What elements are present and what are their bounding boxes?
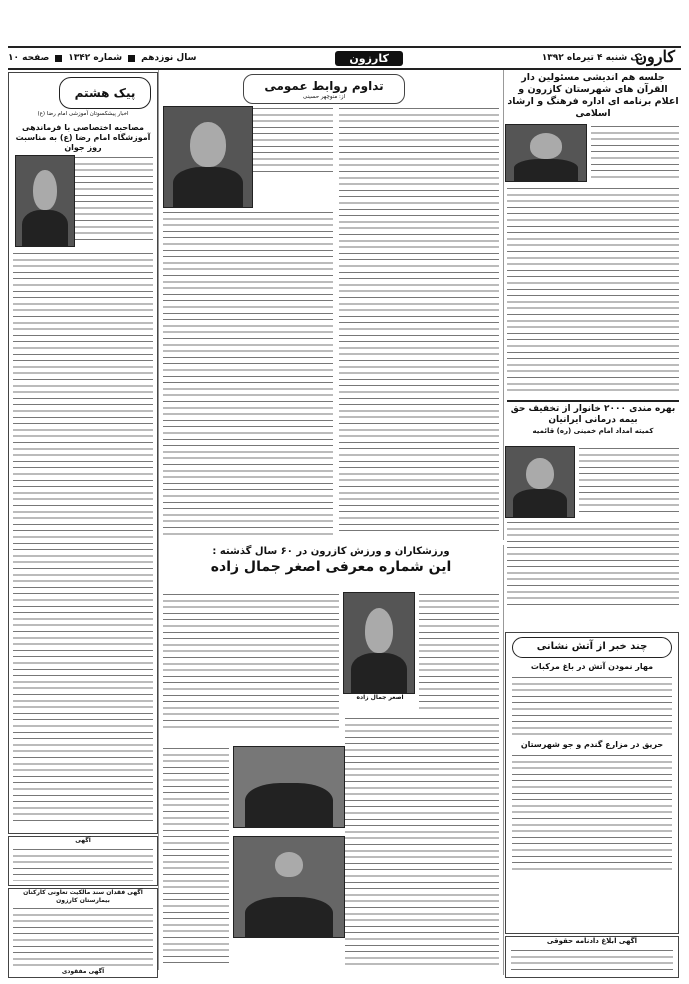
column-rule <box>503 70 504 540</box>
player-caption: اصغر جمال زاده <box>356 694 404 701</box>
square-bullet-icon <box>128 55 135 62</box>
sports-article <box>163 546 499 976</box>
footer-label: آگهی مفقودی <box>61 968 105 975</box>
insurance-headline: بهره مندی ۲۰۰۰ خانوار از تخفیف حق بیمه درمانی ایرانیان <box>510 404 676 426</box>
sports-headline: این شماره معرفی اصغر جمال زاده <box>210 558 452 575</box>
masthead-bar <box>8 46 681 70</box>
ad-title: آگهی ابلاغ دادنامه حقوقی <box>546 937 638 945</box>
public-relations-author: از: منوچهر حسینی <box>302 93 346 100</box>
sports-header: ورزشکاران و ورزش کازرون در ۶۰ سال گذشته : <box>212 546 450 557</box>
fire-news-title: چند خبر از آتش نشانی <box>512 637 672 658</box>
player-action-photo <box>233 836 345 938</box>
insurance-article <box>507 400 679 435</box>
lost-document-box <box>8 888 158 978</box>
farm-fire-headline: حریق در مزارع گندم و جو شهرستان <box>520 739 664 749</box>
meeting-article <box>507 72 679 120</box>
masthead-page: صفحه ۱۰ <box>8 53 50 63</box>
newspaper-logo: کارون <box>635 47 675 66</box>
square-bullet-icon <box>55 55 62 62</box>
fire-department-box <box>505 632 679 934</box>
masthead-number: شماره ۱۳۴۲ <box>68 53 123 63</box>
public-relations-article <box>163 72 499 542</box>
lost-document-title: آگهی فقدان سند مالکیت تعاونی کارکنان بیمارستان کارزون <box>23 889 143 904</box>
payk-subtitle: اخبار پیشکسوتان آموزشی امام رضا (ع) <box>37 111 129 117</box>
interview-headline: مصاحبه اختصاصی با فرماندهی آموزشگاه امام رضا (ع) به مناسبت روز جوان <box>15 123 151 152</box>
section-name: کارزون <box>335 51 402 66</box>
insurance-photo <box>505 446 575 518</box>
notice-title: آگهی <box>75 837 91 844</box>
payk-box <box>8 72 158 834</box>
masthead-date: یک شنبه ۴ تیرماه ۱۳۹۲ <box>541 53 643 63</box>
column-rule <box>158 70 159 970</box>
meeting-headline: جلسه هم اندیشی مسئولین دار القرآن های شهرستان کازرون و اعلام برنامه ای اداره فرهنگ و ارشاد اسلامی <box>507 72 679 119</box>
meeting-photo <box>505 124 587 182</box>
commander-photo <box>15 155 75 247</box>
payk-title-box <box>59 77 151 109</box>
notice-box <box>8 836 158 886</box>
payk-headline: پیک هشتم <box>74 85 136 100</box>
masthead-issue: سال نوزدهم <box>141 53 197 63</box>
author-photo <box>163 106 253 208</box>
fire-orchard-headline: مهار نمودن آتش در باغ مرکبات <box>530 661 654 671</box>
column-rule <box>503 545 504 975</box>
public-relations-headline: تداوم روابط عمومی <box>264 78 384 93</box>
ad-box <box>505 936 679 978</box>
player-portrait <box>343 592 415 694</box>
insurance-subheadline: کمیته امداد امام خمینی (ره) قائمیه <box>532 426 654 435</box>
team-photo <box>233 746 345 828</box>
public-relations-title-box <box>243 74 405 104</box>
